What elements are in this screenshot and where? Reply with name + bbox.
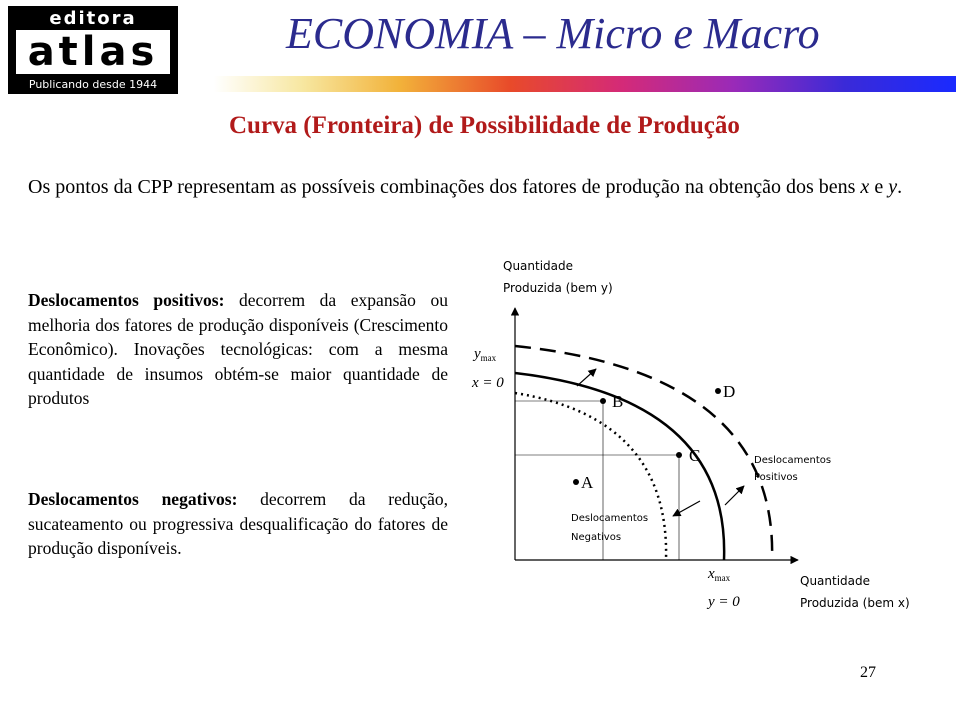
positive-shift-title: Deslocamentos positivos: bbox=[28, 290, 225, 310]
point-d-label: D bbox=[723, 382, 736, 401]
positive-shift-paragraph bbox=[28, 288, 448, 411]
positive-shift-label-2: Positivos bbox=[754, 472, 798, 483]
ymax-subscript: max bbox=[480, 353, 497, 363]
ymax-label bbox=[472, 346, 497, 363]
point-a-label: A bbox=[581, 473, 594, 492]
logo-main-text: atlas bbox=[16, 30, 170, 74]
page-number: 27 bbox=[860, 664, 876, 681]
negative-shift-label-1: Deslocamentos bbox=[571, 513, 649, 524]
intro-text bbox=[28, 172, 938, 202]
positive-shift-arrow-upper bbox=[577, 369, 596, 386]
x-axis-label-2: Produzida (bem x) bbox=[800, 596, 910, 610]
xmax-subscript: max bbox=[714, 573, 731, 583]
x-axis-label-1: Quantidade bbox=[800, 574, 871, 588]
point-c-dot bbox=[676, 452, 682, 458]
negative-shift-label-2: Negativos bbox=[571, 532, 622, 543]
intro-y: y bbox=[888, 176, 898, 198]
xmax-symbol: x bbox=[708, 566, 715, 582]
x-equals-zero-label: x = 0 bbox=[472, 375, 504, 391]
negative-shift-text: decorrem da redução, sucateamento ou progressiva desqualificação do fatores de produção disponíveis. bbox=[28, 489, 449, 558]
logo-bottom-text: Publicando desde 1944 bbox=[28, 78, 158, 91]
point-c-label: C bbox=[689, 446, 701, 465]
ppf-diagram bbox=[460, 248, 930, 628]
negative-shift-title: Deslocamentos negativos: bbox=[28, 489, 238, 509]
negative-shift-arrow bbox=[673, 501, 700, 516]
header-title: ECONOMIA – Micro e Macro bbox=[286, 9, 820, 58]
point-d-dot bbox=[715, 388, 721, 394]
positive-shift-arrow-lower bbox=[725, 486, 744, 505]
ymax-symbol: y bbox=[474, 346, 481, 362]
negative-shift-paragraph bbox=[28, 487, 448, 561]
positive-shift-text: decorrem da expansão ou melhoria dos fatores de produção disponíveis (Crescimento Econômico). Inovações tecnológicas: com a mesma quantidade de insumos obtém-se maior quantidade de produtos bbox=[28, 290, 449, 408]
logo-top-text: editora bbox=[49, 8, 137, 29]
intro-e: e bbox=[869, 176, 889, 198]
y-axis-label-2: Produzida (bem y) bbox=[503, 281, 613, 295]
xmax-label bbox=[707, 566, 731, 583]
intro-end: . bbox=[897, 176, 903, 198]
positive-shift-label-1: Deslocamentos bbox=[754, 455, 832, 466]
rainbow-bar bbox=[214, 76, 956, 92]
point-b-dot bbox=[600, 398, 606, 404]
intro-x: x bbox=[860, 176, 870, 198]
intro-part1: Os pontos da CPP representam as possíveis combinações dos fatores de produção na obtenção dos bens bbox=[28, 176, 861, 198]
point-a-dot bbox=[573, 479, 579, 485]
y-axis-label-1: Quantidade bbox=[503, 259, 574, 273]
point-b-label: B bbox=[612, 392, 624, 411]
publisher-logo bbox=[8, 6, 178, 94]
slide-subtitle: Curva (Fronteira) de Possibilidade de Produção bbox=[229, 112, 740, 139]
y-equals-zero-label: y = 0 bbox=[708, 594, 740, 610]
point-c-guides bbox=[515, 455, 679, 560]
